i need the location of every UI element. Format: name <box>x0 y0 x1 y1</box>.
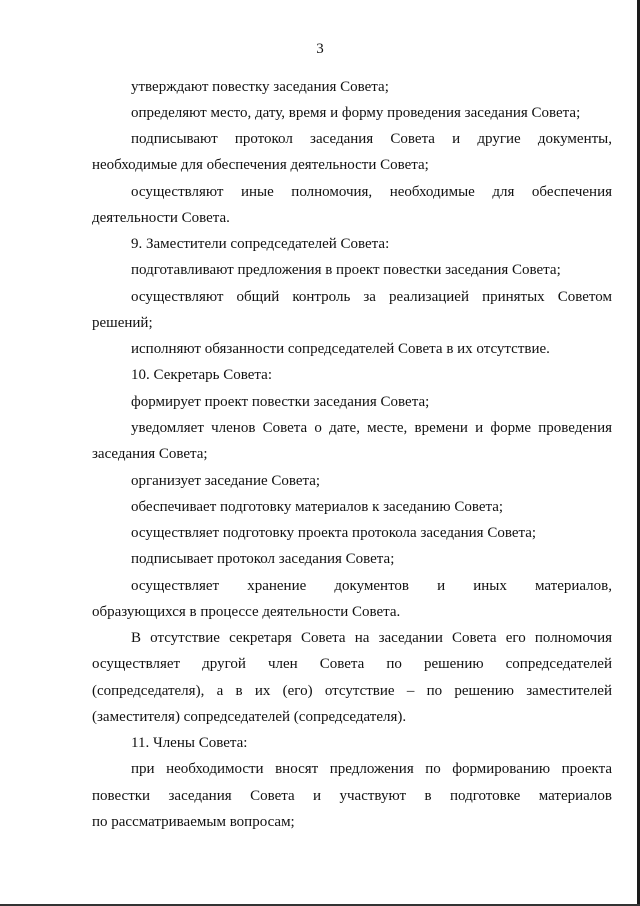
section-heading: 11. Члены Совета: <box>131 735 248 751</box>
text-line: подписывают протокол заседания Совета и другие документы, <box>131 131 612 147</box>
text-line: определяют место, дату, время и форму проведения заседания Совета; <box>131 105 581 121</box>
text-line: осуществляют иные полномочия, необходимые для обеспечения <box>131 184 612 200</box>
text-line: формирует проект повестки заседания Совета; <box>131 394 430 410</box>
text-line: при необходимости вносят предложения по формированию проекта <box>131 761 612 777</box>
section-heading: 9. Заместители сопредседателей Совета: <box>131 236 390 252</box>
text-line: уведомляет членов Совета о дате, месте, времени и форме проведения <box>131 420 612 436</box>
text-line: необходимые для обеспечения деятельности Совета; <box>92 157 429 173</box>
text-line: осуществляют общий контроль за реализацией принятых Советом <box>131 289 612 305</box>
text-line: по рассматриваемым вопросам; <box>92 814 295 830</box>
text-line: повестки заседания Совета и участвуют в подготовке материалов <box>92 788 612 804</box>
text-line: подготавливают предложения в проект повестки заседания Совета; <box>131 262 561 278</box>
text-line: осуществляет другой член Совета по решению сопредседателей <box>92 656 612 672</box>
text-line: подписывает протокол заседания Совета; <box>131 551 395 567</box>
page-number: 3 <box>316 41 324 57</box>
text-line: (заместителя) сопредседателей (сопредседателя). <box>92 709 407 725</box>
text-line: заседания Совета; <box>92 446 208 462</box>
section-heading: 10. Секретарь Совета: <box>131 367 272 383</box>
text-line: решений; <box>92 315 153 331</box>
text-line: осуществляет хранение документов и иных материалов, <box>131 578 612 594</box>
text-line: исполняют обязанности сопредседателей Совета в их отсутствие. <box>131 341 550 357</box>
text-line: (сопредседателя), а в их (его) отсутствие – по решению заместителей <box>92 683 612 699</box>
text-line: утверждают повестку заседания Совета; <box>131 79 389 95</box>
text-line: осуществляет подготовку проекта протокола заседания Совета; <box>131 525 537 541</box>
text-line: В отсутствие секретаря Совета на заседании Совета его полномочия <box>131 630 612 646</box>
text-line: деятельности Совета. <box>92 210 230 226</box>
text-line: обеспечивает подготовку материалов к заседанию Совета; <box>131 499 504 515</box>
text-line: образующихся в процессе деятельности Совета. <box>92 604 401 620</box>
text-line: организует заседание Совета; <box>131 473 321 489</box>
